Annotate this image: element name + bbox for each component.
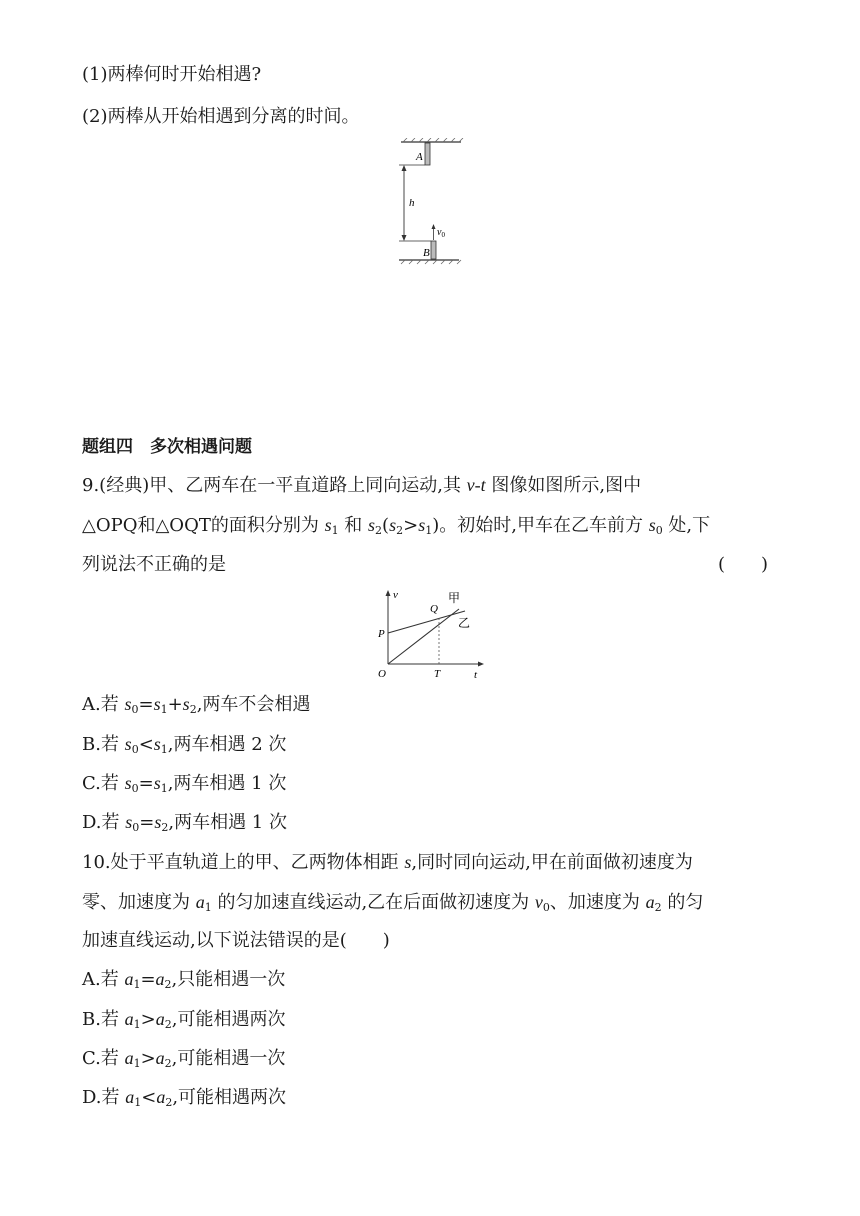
q10-line2: 零、加速度为 $a_1$ 的匀加速直线运动,乙在后面做初速度为 $v_0$、加速度为 $a_2$ 的匀	[82, 892, 704, 914]
label-jia: 甲	[448, 591, 461, 605]
q9-answer-blank: ( )	[718, 554, 769, 575]
line-yi	[388, 609, 459, 664]
q9-line2: △OPQ和△OQT的面积分别为 $s_1$ 和 $s_2(s_2>s_1)$。初始时,甲车在乙车前方 $s_0$ 处,下	[82, 515, 711, 537]
point-q-label: Q	[430, 603, 438, 615]
line-jia	[388, 611, 465, 633]
rod-a	[425, 143, 430, 165]
q9-option-b: B.若 $s_0<s_1$,两车相遇 2 次	[82, 734, 287, 756]
axis-v-label: v	[393, 589, 398, 601]
axis-t-label: t	[474, 669, 478, 681]
q9-line1: 9.(经典)甲、乙两车在一平直道路上同向运动,其 v-t 图像如图所示,图中	[82, 475, 642, 496]
q9-option-c: C.若 $s_0=s_1$,两车相遇 1 次	[82, 773, 287, 795]
rods-figure	[395, 138, 465, 266]
origin-label: O	[378, 668, 386, 680]
q9-line3: 列说法不正确的是	[82, 554, 226, 575]
vt-graph	[372, 586, 488, 682]
v0-label: $v_0$	[437, 227, 445, 239]
q8-sub2: (2)两棒从开始相遇到分离的时间。	[82, 106, 360, 127]
rod-b-label: B	[423, 247, 430, 259]
q10-line1: 10.处于平直轨道上的甲、乙两物体相距 s,同时同向运动,甲在前面做初速度为	[82, 852, 693, 873]
q8-sub1: (1)两棒何时开始相遇?	[82, 64, 262, 85]
rod-a-label: A	[416, 151, 423, 163]
point-t-label: T	[434, 668, 441, 680]
label-yi: 乙	[458, 616, 471, 630]
rod-b	[431, 241, 436, 259]
q10-option-b: B.若 $a_1>a_2$,可能相遇两次	[82, 1009, 286, 1031]
q10-line3: 加速直线运动,以下说法错误的是( )	[82, 930, 390, 951]
q10-option-c: C.若 $a_1>a_2$,可能相遇一次	[82, 1048, 286, 1070]
q10-option-d: D.若 $a_1<a_2$,可能相遇两次	[82, 1087, 287, 1109]
q9-option-a: A.若 $s_0=s_1+s_2$,两车不会相遇	[82, 694, 311, 716]
q10-option-a: A.若 $a_1=a_2$,只能相遇一次	[82, 969, 286, 991]
q9-option-d: D.若 $s_0=s_2$,两车相遇 1 次	[82, 812, 287, 834]
point-p-label: P	[378, 628, 385, 640]
height-label: h	[409, 197, 415, 209]
section-title: 题组四 多次相遇问题	[82, 437, 252, 457]
